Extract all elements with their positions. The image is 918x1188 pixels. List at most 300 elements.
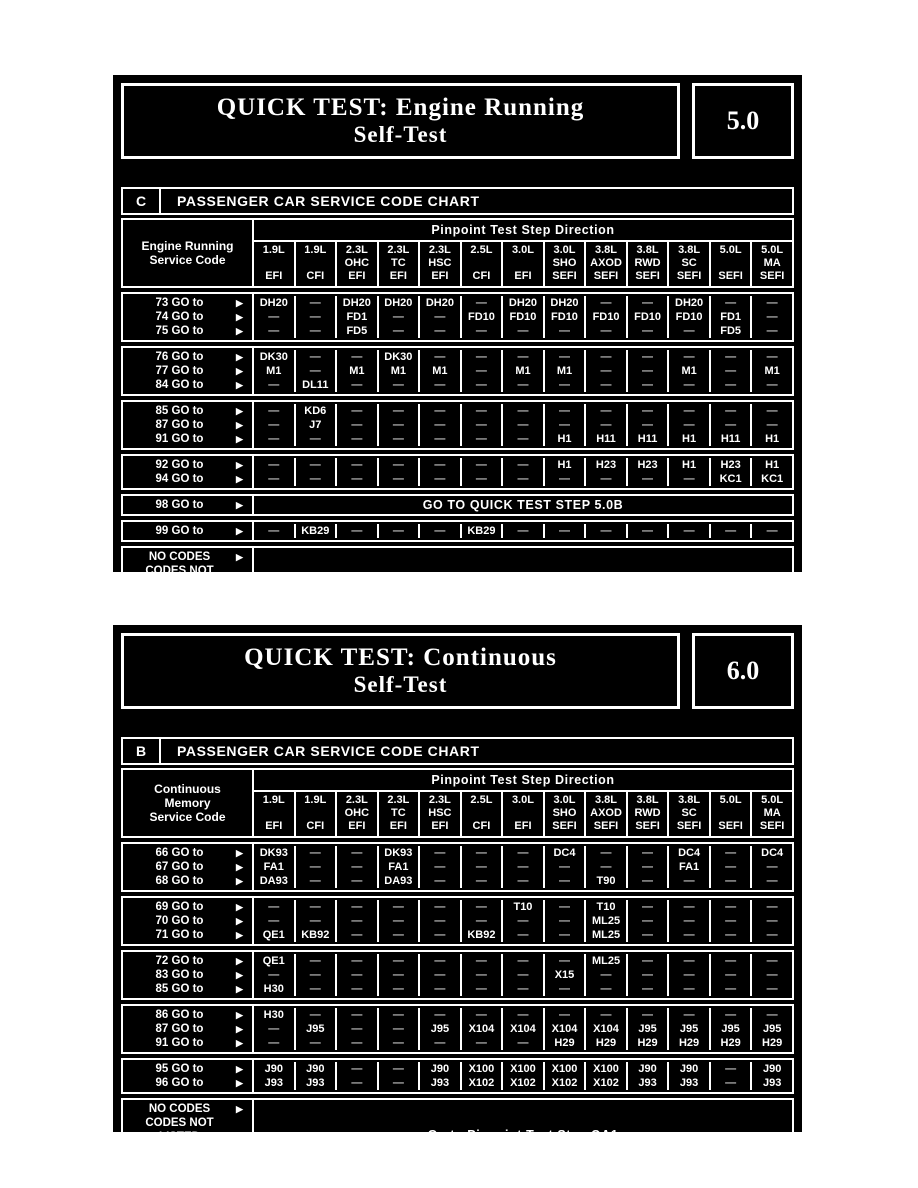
code-column (584, 900, 626, 942)
code-cell: — (558, 405, 570, 417)
code-cells (254, 1058, 794, 1094)
code-cell: H29 (637, 1037, 658, 1049)
service-code-label-row (123, 524, 249, 538)
engine-column-header-line: CFI (472, 270, 491, 282)
service-code-label-row (123, 874, 249, 888)
code-column (460, 350, 502, 392)
service-code-label-cell (121, 520, 254, 542)
code-column (709, 954, 751, 996)
service-code-label-cell (121, 1058, 254, 1094)
service-code-label: 83 GO to (155, 969, 204, 981)
code-cell: J90 (430, 1063, 450, 1075)
service-code-label-cell (121, 494, 254, 516)
go-to-arrow-icon: ▶ (236, 956, 243, 966)
code-column (418, 846, 460, 888)
row-header-line-1: Engine Running (141, 239, 234, 253)
code-cell: — (309, 473, 321, 485)
panel-title-row (121, 83, 794, 159)
go-to-arrow-icon: ▶ (236, 1064, 243, 1074)
go-to-arrow-icon: ▶ (236, 1024, 243, 1034)
code-column (584, 524, 626, 538)
service-code-label-cell (121, 546, 254, 596)
code-column (750, 1062, 792, 1090)
code-cell: H29 (595, 1037, 617, 1049)
code-column (584, 954, 626, 996)
service-code-label: 94 GO to (155, 473, 204, 485)
service-code-label: 70 GO to (155, 915, 204, 927)
code-cell: J93 (264, 1077, 283, 1089)
code-cell: H29 (554, 1037, 575, 1049)
code-column (709, 404, 751, 446)
code-cell: — (268, 311, 280, 323)
code-column (294, 1008, 336, 1050)
engine-column-header-line: CFI (472, 820, 491, 832)
code-cell: J95 (762, 1023, 782, 1035)
code-cell: T90 (596, 875, 616, 887)
engine-column-header (667, 242, 709, 286)
code-cell: J90 (638, 1063, 657, 1075)
engine-column-header-line: 3.8L (678, 244, 701, 256)
code-cells (254, 346, 794, 396)
code-cell: — (392, 433, 404, 445)
code-cell: DK93 (259, 847, 288, 859)
code-cell: QE1 (262, 955, 285, 967)
service-code-table (121, 218, 794, 596)
code-cell: X102 (593, 1077, 619, 1089)
code-cell: — (309, 351, 321, 363)
code-cell: — (517, 1037, 529, 1049)
span-header: Pinpoint Test Step Direction (254, 770, 792, 792)
code-column (501, 524, 543, 538)
service-code-label-row (123, 1022, 249, 1036)
code-cell: DK93 (384, 847, 413, 859)
service-code-label: 99 GO to (155, 525, 204, 537)
engine-column-header (584, 242, 626, 286)
engine-column-header (750, 242, 792, 286)
engine-column-headers (254, 242, 792, 286)
code-cell: — (600, 419, 612, 431)
code-cell: X102 (510, 1077, 536, 1089)
code-cell: J95 (721, 1023, 740, 1035)
code-cell: — (725, 351, 737, 363)
code-cell: KB29 (301, 525, 330, 537)
code-cell: — (558, 419, 570, 431)
service-code-label-row (123, 564, 249, 578)
engine-column-header-line: AXOD (590, 257, 622, 269)
engine-column-header-line: SEFI (635, 270, 660, 282)
engine-column-header (709, 792, 751, 836)
code-column (254, 404, 294, 446)
code-column (584, 458, 626, 486)
code-column (626, 524, 668, 538)
go-to-arrow-icon: ▶ (236, 380, 243, 390)
code-cell: — (268, 1037, 280, 1049)
service-code-label-cell (121, 454, 254, 490)
code-cell: X100 (510, 1063, 536, 1075)
service-code-label: CODES NOT (145, 1117, 214, 1129)
code-cell: J7 (309, 419, 322, 431)
code-cell: J95 (638, 1023, 657, 1035)
code-cell: — (475, 351, 487, 363)
engine-column-header-line (711, 257, 751, 270)
service-code-label: NO CODES (148, 551, 211, 563)
engine-column-header-line: SEFI (552, 820, 577, 832)
code-column (418, 296, 460, 338)
engine-column-header-line (296, 807, 336, 820)
code-column (418, 1008, 460, 1050)
go-to-arrow-icon: ▶ (236, 406, 243, 416)
code-cell: — (434, 1037, 446, 1049)
code-cell: — (725, 901, 737, 913)
service-code-label-row (123, 578, 249, 592)
service-code-table (121, 768, 794, 1148)
code-column (254, 1008, 294, 1050)
code-column (501, 458, 543, 486)
service-code-label-row (123, 1116, 249, 1130)
code-cell: — (309, 297, 321, 309)
row-header-line-2: Memory (164, 796, 211, 810)
code-cell: H11 (637, 433, 658, 445)
code-cell: — (434, 847, 446, 859)
code-cell: KB92 (467, 929, 496, 941)
code-column (543, 404, 585, 446)
service-code-label: 95 GO to (155, 1063, 204, 1075)
go-to-arrow-icon: ▶ (236, 580, 243, 590)
code-cell: — (600, 847, 612, 859)
code-cell: — (600, 525, 612, 537)
code-cell: — (725, 915, 737, 927)
code-cell: — (683, 525, 695, 537)
code-cell: DH20 (675, 297, 704, 309)
code-column (294, 524, 336, 538)
code-column (667, 1062, 709, 1090)
code-cell: — (475, 915, 487, 927)
code-column (335, 524, 377, 538)
code-cell: — (517, 419, 529, 431)
code-cell: — (558, 955, 570, 967)
service-code-label: 68 GO to (155, 875, 204, 887)
engine-column-header-line: OHC (344, 807, 370, 819)
code-cell: — (642, 405, 654, 417)
code-cell: DC4 (553, 847, 576, 859)
code-cell: — (517, 1009, 529, 1021)
code-cell: — (600, 351, 612, 363)
code-cell: — (558, 351, 570, 363)
code-column (501, 900, 543, 942)
code-row-group (121, 400, 794, 450)
code-cell: J93 (762, 1077, 782, 1089)
code-column (750, 350, 792, 392)
code-cell: M1 (390, 365, 406, 377)
code-cell: H1 (765, 433, 780, 445)
code-column (418, 404, 460, 446)
engine-column-header-line (503, 257, 543, 270)
go-to-arrow-icon: ▶ (236, 298, 243, 308)
code-cell: M1 (432, 365, 448, 377)
code-cell: — (309, 983, 321, 995)
go-to-arrow-icon: ▶ (236, 526, 243, 536)
code-cell: H11 (720, 433, 741, 445)
code-cells (254, 1004, 794, 1054)
code-cell: DC4 (761, 847, 784, 859)
service-code-label: CODES NOT (145, 565, 214, 577)
code-cell: — (683, 915, 695, 927)
code-row-group (121, 454, 794, 490)
code-cell: — (766, 955, 778, 967)
code-column (335, 350, 377, 392)
code-cell: — (392, 459, 404, 471)
service-code-label: LISTED (159, 1131, 200, 1143)
code-column (750, 954, 792, 996)
engine-column-header (501, 242, 543, 286)
engine-column-header-line: EFI (348, 820, 366, 832)
engine-column-header-line: 2.3L (345, 794, 368, 806)
code-cell: — (475, 297, 487, 309)
engine-column-header (335, 242, 377, 286)
code-column (377, 524, 419, 538)
service-code-label: 76 GO to (155, 351, 204, 363)
engine-column-header-line: HSC (428, 807, 452, 819)
span-instruction: Go to Pinpoint Test Step QA1 (254, 546, 794, 596)
code-cell: — (683, 983, 695, 995)
code-cell: — (766, 297, 778, 309)
code-cell: X104 (551, 1023, 578, 1035)
code-column (750, 458, 792, 486)
go-to-arrow-icon: ▶ (236, 902, 243, 912)
code-cell: DH20 (550, 297, 579, 309)
code-cell: — (351, 915, 363, 927)
code-cell: — (351, 1009, 363, 1021)
code-cell: — (642, 351, 654, 363)
code-column (294, 458, 336, 486)
code-cell: — (434, 1009, 446, 1021)
engine-column-header-line: SC (681, 807, 697, 819)
go-to-arrow-icon: ▶ (236, 1010, 243, 1020)
code-column (584, 1008, 626, 1050)
code-column (377, 404, 419, 446)
code-cell: — (683, 1009, 695, 1021)
engine-column-header-line: SHO (552, 257, 577, 269)
code-cell: — (600, 297, 612, 309)
code-cell: — (475, 875, 487, 887)
code-cell: X100 (593, 1063, 619, 1075)
code-cell: — (642, 875, 654, 887)
code-cell: J93 (430, 1077, 450, 1089)
code-column (543, 524, 585, 538)
code-cell: — (392, 473, 404, 485)
code-cell: — (309, 969, 321, 981)
code-column (418, 900, 460, 942)
code-cell: — (309, 915, 321, 927)
code-column (335, 954, 377, 996)
code-column (584, 846, 626, 888)
code-cell: — (309, 365, 321, 377)
code-cell: — (475, 901, 487, 913)
code-cell: — (351, 847, 363, 859)
code-cell: — (351, 969, 363, 981)
service-code-label-row (123, 1102, 249, 1116)
code-cell: — (475, 365, 487, 377)
code-cell: — (683, 929, 695, 941)
code-cell: — (642, 419, 654, 431)
code-cell: — (392, 1009, 404, 1021)
code-cell: M1 (764, 365, 780, 377)
go-to-arrow-icon: ▶ (236, 326, 243, 336)
code-column (626, 954, 668, 996)
code-cell: — (600, 969, 612, 981)
code-cell: — (725, 297, 737, 309)
code-row-group (121, 292, 794, 342)
instruction-row-group (121, 546, 794, 596)
code-cell: — (642, 955, 654, 967)
code-cell: — (725, 379, 737, 391)
code-cell: H1 (682, 433, 697, 445)
engine-column-header-line: 2.3L (345, 244, 368, 256)
engine-column-header (543, 242, 585, 286)
row-header-line-2: Service Code (149, 253, 226, 267)
code-cell: X104 (593, 1023, 619, 1035)
code-column (667, 846, 709, 888)
code-cells (254, 454, 794, 490)
code-cell: — (351, 1063, 363, 1075)
code-cell: — (517, 875, 529, 887)
code-column (584, 404, 626, 446)
service-code-label-row (123, 914, 249, 928)
code-cell: — (434, 379, 446, 391)
service-code-label-row (123, 310, 249, 324)
engine-column-header-line: SEFI (718, 820, 743, 832)
code-cell: H29 (762, 1037, 783, 1049)
code-cell: — (309, 901, 321, 913)
code-cell: — (642, 1009, 654, 1021)
engine-column-header-line: SEFI (676, 820, 702, 832)
code-cell: — (392, 325, 404, 337)
engine-column-header (460, 792, 502, 836)
code-cell: — (642, 861, 654, 873)
code-cell: — (309, 459, 321, 471)
engine-column-header-line (462, 807, 502, 820)
engine-column-header-line: EFI (389, 820, 407, 832)
code-column (709, 296, 751, 338)
panel-title (121, 83, 680, 159)
go-to-arrow-icon: ▶ (236, 1132, 243, 1142)
service-code-label: 75 GO to (155, 325, 204, 337)
code-column (377, 954, 419, 996)
code-cell: FD10 (634, 311, 661, 323)
service-code-label: 69 GO to (155, 901, 204, 913)
code-cell: — (558, 861, 570, 873)
code-cell: — (642, 969, 654, 981)
code-column (584, 1062, 626, 1090)
service-code-label: 66 GO to (155, 847, 204, 859)
code-cell: DH20 (508, 297, 538, 309)
code-cell: — (351, 459, 363, 471)
code-column (254, 458, 294, 486)
code-row-group (121, 520, 794, 542)
code-cell: — (392, 969, 404, 981)
code-cell: H11 (596, 433, 616, 445)
code-cell: J95 (306, 1023, 325, 1035)
code-cell: J93 (638, 1077, 657, 1089)
engine-column-header (294, 242, 336, 286)
code-column (709, 846, 751, 888)
code-cell: — (351, 351, 363, 363)
code-cell: — (725, 955, 737, 967)
go-to-arrow-icon: ▶ (236, 460, 243, 470)
section-title: PASSENGER CAR SERVICE CODE CHART (177, 193, 480, 209)
code-cell: ML25 (591, 915, 621, 927)
code-cell: — (683, 405, 695, 417)
engine-column-header-line: SEFI (593, 820, 619, 832)
code-cell: — (475, 433, 487, 445)
code-column (377, 900, 419, 942)
service-code-label-row (123, 432, 249, 446)
code-cells (254, 520, 794, 542)
engine-column-header (254, 792, 294, 836)
code-column (377, 846, 419, 888)
code-cell: — (434, 525, 446, 537)
go-to-arrow-icon: ▶ (236, 312, 243, 322)
code-column (460, 524, 502, 538)
service-code-label-row (123, 860, 249, 874)
code-cell: DH20 (259, 297, 288, 309)
code-cell: — (268, 379, 280, 391)
code-cell: — (766, 325, 778, 337)
go-to-arrow-icon: ▶ (236, 1038, 243, 1048)
code-cell: — (517, 459, 529, 471)
code-column (750, 296, 792, 338)
code-column (294, 404, 336, 446)
code-cell: M1 (556, 365, 573, 377)
code-cell: — (517, 379, 529, 391)
code-cell: — (392, 379, 404, 391)
service-code-label: 77 GO to (155, 365, 204, 377)
code-cell: KD6 (304, 405, 327, 417)
engine-column-header-line: 1.9L (304, 244, 327, 256)
engine-column-header-line: 3.8L (636, 794, 659, 806)
code-cell: — (517, 983, 529, 995)
code-cell: — (766, 419, 778, 431)
code-cell: DC4 (678, 847, 701, 859)
code-cell: — (434, 311, 446, 323)
code-column (626, 846, 668, 888)
code-cell: — (268, 405, 280, 417)
code-column (377, 296, 419, 338)
engine-column-header (418, 792, 460, 836)
engine-column-header-line: SC (681, 257, 697, 269)
code-cell: — (392, 1023, 404, 1035)
code-cell: — (683, 325, 695, 337)
code-column (750, 524, 792, 538)
code-cell: — (475, 847, 487, 859)
engine-column-header (377, 792, 419, 836)
code-column (543, 1008, 585, 1050)
code-cell: FA1 (263, 861, 284, 873)
code-cell: — (725, 419, 737, 431)
code-cell: J95 (430, 1023, 450, 1035)
code-cell: — (558, 473, 570, 485)
code-column (543, 900, 585, 942)
code-cell: DK30 (384, 351, 413, 363)
code-cell: — (725, 1063, 737, 1075)
code-cell: X100 (551, 1063, 578, 1075)
code-row-group (121, 1004, 794, 1054)
code-cell: — (392, 955, 404, 967)
code-cell: — (475, 983, 487, 995)
code-cell: — (392, 525, 404, 537)
code-cell: KC1 (719, 473, 742, 485)
code-cell: H23 (637, 459, 658, 471)
